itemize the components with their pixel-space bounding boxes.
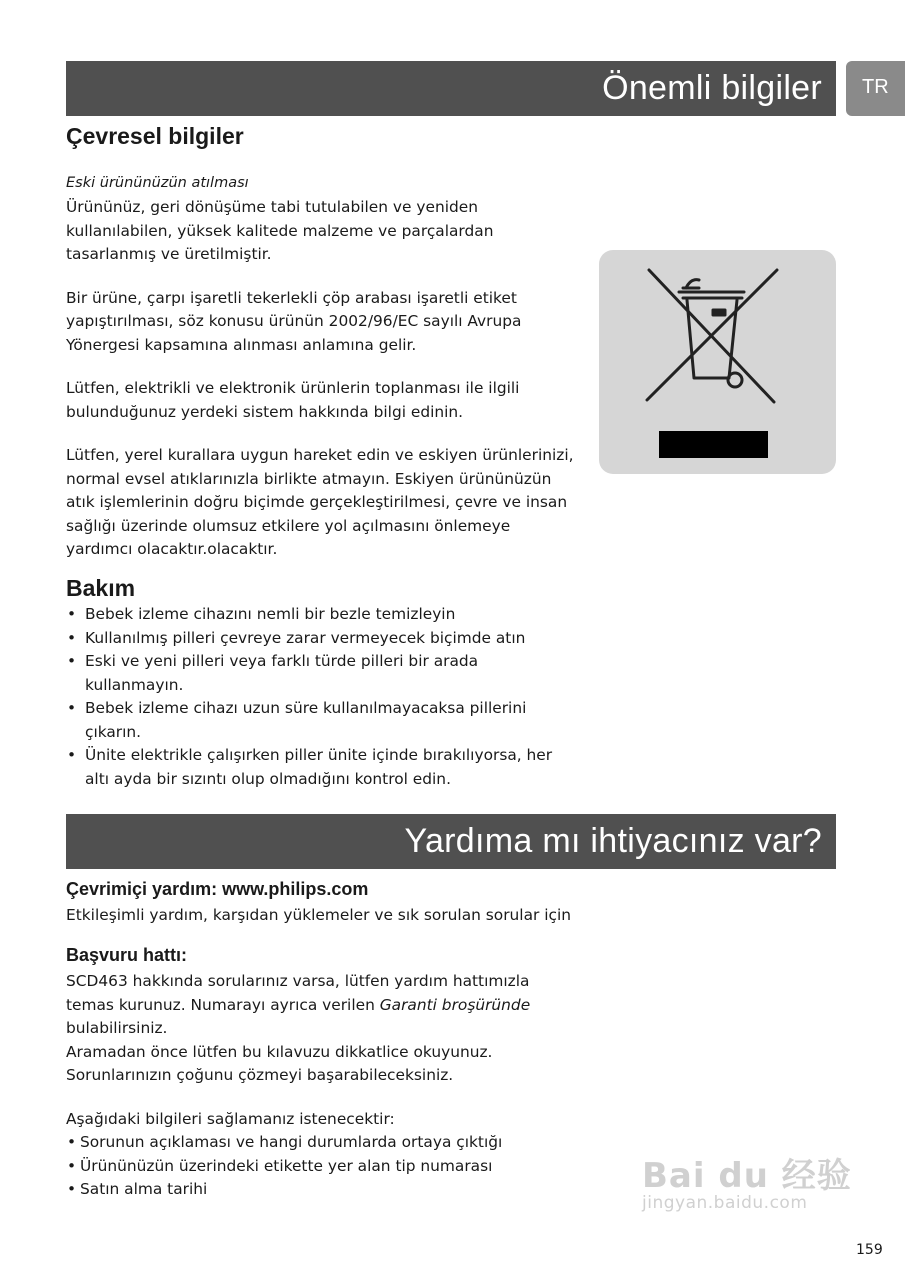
help-title-banner <box>66 814 836 869</box>
environment-subheading: Eski ürününüzün atılması <box>66 175 249 191</box>
hotline-text: SCD463 hakkında sorularınız varsa, lütfen yardım hattımızla temas kurunuz. Numarayı ayrıca verilen <box>66 972 530 1014</box>
list-item: • Eski ve yeni pilleri veya farklı türde pilleri bir arada kullanmayın. <box>66 650 576 697</box>
hotline-text-end: bulabilirsiniz. <box>66 1019 168 1037</box>
list-item: • Kullanılmış pilleri çevreye zarar vermeyecek biçimde atın <box>66 627 576 651</box>
crossed-out-wheelie-bin-icon <box>599 250 836 474</box>
weee-symbol-box <box>599 250 836 474</box>
online-help-text: Etkileşimli yardım, karşıdan yüklemeler ve sık sorulan sorular için <box>66 906 571 924</box>
hotline-heading: Başvuru hattı: <box>66 945 188 965</box>
language-tab: TR <box>846 61 905 116</box>
watermark-logo: Bai du 经验 <box>642 1156 852 1196</box>
maintenance-list <box>66 603 576 791</box>
baidu-watermark <box>642 1148 852 1213</box>
hotline-paragraph <box>66 970 566 1041</box>
page-title: Önemli bilgiler <box>602 69 822 107</box>
hotline-body <box>66 970 566 1202</box>
environment-paragraph: Bir ürüne, çarpı işaretli tekerlekli çöp arabası işaretli etiket yapıştırılması, söz konusu ürünün 2002/96/EC sayılı Avrupa Yönergesi kapsamına alınması anlamına gelir. <box>66 288 522 354</box>
info-list <box>66 1131 566 1202</box>
page-title-banner <box>66 61 836 116</box>
environment-paragraph: Ürününüz, geri dönüşüme tabi tutulabilen ve yeniden kullanılabilen, yüksek kalitede malzeme ve parçalardan tasarlanmış ve üretilmiştir. <box>66 198 494 263</box>
maintenance-heading: Bakım <box>66 575 136 601</box>
environment-body <box>66 170 576 562</box>
list-item: • Ürününüzün üzerindeki etikette yer alan tip numarası <box>66 1155 566 1179</box>
environment-paragraph: Lütfen, yerel kurallara uygun hareket edin ve eskiyen ürünlerinizi, normal evsel atıklarınızla birlikte atmayın. Eskiyen ürününüzün atık işlemlerinin doğru biçimde gerçekleştirilmesi, çevre ve insan sağlığı üzerinde olumsuz etkilere yol açılmasını önlemeye yardımcı olacaktır.olacaktır. <box>66 446 574 558</box>
list-item: • Sorunun açıklaması ve hangi durumlarda ortaya çıktığı <box>66 1131 566 1155</box>
list-item: • Bebek izleme cihazı uzun süre kullanılmayacaksa pillerini çıkarın. <box>66 697 576 744</box>
watermark-url: jingyan.baidu.com <box>642 1193 808 1213</box>
online-help-heading: Çevrimiçi yardım: www.philips.com <box>66 879 369 899</box>
environment-paragraph: Lütfen, elektrikli ve elektronik ürünlerin toplanması ile ilgili bulunduğunuz yerdeki sistem hakkında bilgi edinin. <box>66 379 520 421</box>
list-item: • Satın alma tarihi <box>66 1178 566 1202</box>
page-number: 159 <box>856 1242 883 1258</box>
hotline-advice: Aramadan önce lütfen bu kılavuzu dikkatlice okuyunuz. Sorunlarınızın çoğunu çözmeyi başarabileceksiniz. <box>66 1042 493 1084</box>
info-intro: Aşağıdaki bilgileri sağlamanız istenecektir: <box>66 1109 395 1128</box>
list-item: • Bebek izleme cihazını nemli bir bezle temizleyin <box>66 603 576 627</box>
list-item: • Ünite elektrikle çalışırken piller ünite içinde bırakılıyorsa, her altı ayda bir sızıntı olup olmadığını kontrol edin. <box>66 744 576 791</box>
help-title: Yardıma mı ihtiyacınız var? <box>404 822 822 860</box>
warranty-booklet-ref: Garanti broşüründe <box>379 995 531 1014</box>
environment-heading: Çevresel bilgiler <box>66 123 244 149</box>
